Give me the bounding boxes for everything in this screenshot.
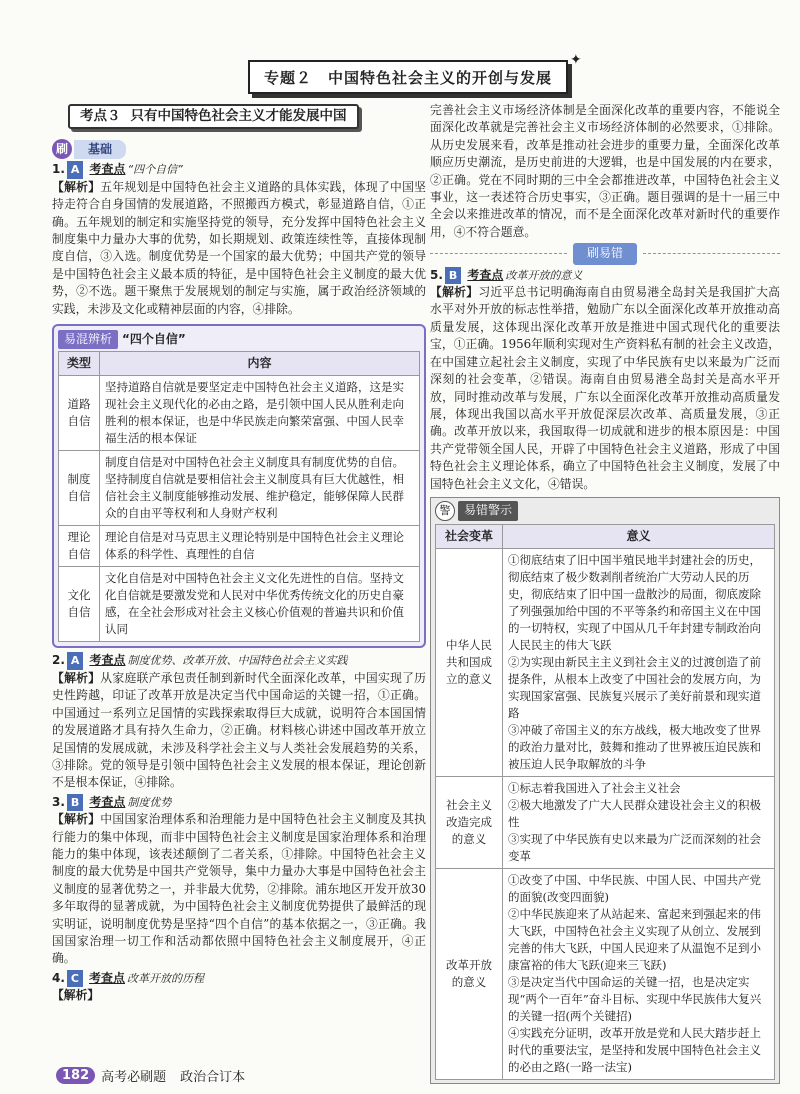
table-cell-type: 中华人民共和国成立的意义: [436, 548, 503, 776]
analysis-label: 【解析】: [430, 285, 479, 300]
question-1: [52, 161, 426, 318]
analysis-text: [52, 811, 426, 968]
table-cell-content: ①彻底结束了旧中国半殖民地半封建社会的历史，彻底结束了极少数剥削者统治广大劳动人民的历史，彻底结束了旧中国一盘散沙的局面，彻底废除了列强强加给中国的不平等条约和帝国主义在中国的一切特权，实现了中国从几千年封建专制政治向人民民主的伟大飞跃 ②为实现由新民主主义到社会主义的过渡创造了前提条件，从根本上改变了中国社会的发展方向，为实现国家富强、民族复兴展示了美好前景和现实道路 ③冲破了帝国主义的东方战线，极大地改变了世界的政治力量对比，鼓舞和推动了世界被压迫民族和被压迫人民争取解放的斗争: [503, 548, 775, 776]
confusion-table-header: [58, 330, 420, 349]
confusion-label: 易混辨析: [58, 330, 118, 349]
warning-table-box: [430, 497, 780, 1084]
analysis-body: 从家庭联产承包责任制到新时代全面深化改革，中国实现了历史性跨越，印证了改革开放是决定当代中国命运的关键一招，①正确。中国通过一系列立足国情的实践探索取得巨大成就，说明符合本国国情的发展道路才具有持久生命力，②正确。材料核心讲述中国改革开放立足国情的发展成就，未涉及科学社会主义与人类社会发展趋势的关系，③排除。党的领导是引领中国特色社会主义发展的根本保证，理论创新不是根本保证，④排除。: [52, 670, 426, 790]
table-cell-content: 理论自信是对马克思主义理论特别是中国特色社会主义理论体系的科学性、真理性的自信: [100, 526, 420, 567]
left-column: [52, 102, 426, 1005]
question-number: 2.: [52, 653, 65, 668]
question-2: [52, 652, 426, 791]
table-cell-type: 理论自信: [59, 526, 100, 567]
level-error-separator: [430, 243, 780, 264]
right-column: [430, 102, 780, 1084]
confusion-title: “四个自信”: [122, 332, 186, 347]
answer-badge: B: [67, 794, 83, 811]
level-error-badge: 刷易错: [573, 243, 637, 264]
question-3: [52, 794, 426, 968]
divider: [643, 253, 780, 254]
table-cell-content: 制度自信是对中国特色社会主义制度具有制度优势的自信。坚持制度自信就是要相信社会主义制度具有巨大优越性，相信社会主义制度能够推动发展、维护稳定，能够保障人民群众的自由平等权利和人身财产权利: [100, 451, 420, 526]
kaochadian-topic: 制度优势、改革开放、中国特色社会主义实践: [127, 654, 348, 668]
table-row: [59, 376, 420, 451]
kaodian-num: 考点３: [80, 108, 121, 124]
analysis-label: 【解析】: [52, 812, 101, 827]
answer-badge: A: [67, 161, 84, 178]
question-header: [52, 794, 426, 811]
kaochadian-label: 考查点: [89, 162, 126, 177]
analysis-body: 五年规划是中国特色社会主义道路的具体实践，体现了中国坚持走符合自身国情的发展道路，不照搬西方模式，彰显道路自信，①正确。五年规划的制定和实施坚持党的领导，充分发挥中国特色社会主义制度集中力量办大事的优势，如长期规划、政策连续性等，直接体现制度自信，③入选。制度优势是一个国家的最大优势；中国共产党的领导是中国特色社会主义最本质的特征，是中国特色社会主义制度的最大优势，②不选。题干聚焦于发展规划的制定与实施，属于政治经济领域的实践，未涉及文化或精神层面的内容，④排除。: [52, 179, 426, 316]
book-title: 高考必刷题: [101, 1070, 167, 1085]
table-cell-content: ①改变了中国、中华民族、中国人民、中国共产党的面貌(改变四面貌) ②中华民族迎来了从站起来、富起来到强起来的伟大飞跃，中国特色社会主义实现了从创立、发展到完善的伟大飞跃，中国人民迎来了从温饱不足到小康富裕的伟大飞跃(迎来三飞跃) ③是决定当代中国命运的关键一招，也是决定实现“两个一百年”奋斗目标、实现中华民族伟大复兴的关键一招(两个关键招) ④实践充分证明，改革开放是党和人民大踏步赶上时代的重要法宝，是坚持和发展中国特色社会主义的必由之路(一路一法宝): [503, 868, 775, 1079]
question-4-analysis: 完善社会主义市场经济体制是全面深化改革的重要内容，不能说全面深化改革就是完善社会主义市场经济体制的必然要求，①排除。从历史发展来看，改革是推动社会进步的重要力量，全面深化改革顺应历史潮流，是历史前进的大逻辑，也是中国发展的内在要求，②正确。党在不同时期的三中全会都推进改革，中国特色社会主义事业，这一表述符合历史事实，③正确。题目强调的是十一届三中全会以来推进改革的情况，而不是全面深化改革对新时代的重要作用，④不符合题意。: [430, 103, 780, 239]
answer-badge: A: [67, 652, 84, 669]
warning-table: [435, 524, 775, 1080]
analysis-body: 习近平总书记明确海南自由贸易港全岛封关是我国扩大高水平对外开放的标志性举措，勉励广东以全面深化改革开放推动高质量发展，这体现出深化改革开放是推进中国式现代化的重要法宝，①正确。1956年顺利实现对生产资料私有制的社会主义改造，在中国建立起社会主义制度，实现了中华民族有史以来最为广泛而深刻的社会变革，②错误。海南自由贸易港全岛封关是高水平开放，同时推动改革与发展，广东以全面深化改革开放推动高质量发展，体现出我国以高水平开放促深层次改革、高质量发展，③正确。改革开放以来，我国取得一切成就和进步的根本原因是：中国共产党带领全国人民，开辟了中国特色社会主义道路，形成了中国特色社会主义理论体系，确立了中国特色社会主义制度，发展了中国特色社会主义文化，④错误。: [430, 285, 780, 491]
answer-badge: B: [445, 267, 461, 284]
page-footer: [56, 1066, 245, 1085]
analysis-label: 【解析】: [52, 179, 101, 194]
table-cell-type: 道路自信: [59, 376, 100, 451]
kaochadian-label: 考查点: [89, 970, 126, 985]
table-row: [436, 548, 775, 776]
kaodian-box: [68, 104, 359, 129]
table-header-type: 类型: [59, 352, 100, 376]
edition-label: 政治合订本: [180, 1070, 246, 1085]
table-cell-content: 文化自信是对中国特色社会主义文化先进性的自信。坚持文化自信就是要激发党和人民对中华优秀传统文化的历史自豪感，在全社会形成对社会主义核心价值观的普遍共识和价值认同: [100, 567, 420, 642]
question-4-header: [52, 970, 426, 1005]
analysis-text: [52, 670, 426, 792]
table-cell-content: ①标志着我国进入了社会主义社会 ②极大地激发了广大人民群众建设社会主义的积极性 ③实现了中华民族有史以来最为广泛而深刻的社会变革: [503, 776, 775, 868]
table-cell-type: 改革开放的意义: [436, 868, 503, 1079]
table-cell-content: 坚持道路自信就是要坚定走中国特色社会主义道路，这是实现社会主义现代化的必由之路，是引领中国人民从胜利走向胜利的根本保证，也是中华民族走向繁荣富强、中国人民幸福生活的根本保证: [100, 376, 420, 451]
table-header-row: [436, 524, 775, 548]
question-header: [52, 970, 426, 987]
kaochadian-topic: 改革开放的历程: [127, 971, 205, 985]
warning-icon: 警: [435, 501, 455, 521]
kaochadian-topic: “四个自信”: [127, 163, 183, 177]
kaochadian-label: 考查点: [467, 267, 504, 282]
question-number: 1.: [52, 162, 65, 177]
level-basic-label: 基础: [74, 140, 126, 159]
table-row: [59, 526, 420, 567]
shua-icon: 刷: [52, 139, 72, 159]
question-number: 5.: [430, 267, 443, 282]
table-cell-type: 社会主义改造完成的意义: [436, 776, 503, 868]
question-header: [52, 161, 426, 178]
kaodian-title: 只有中国特色社会主义才能发展中国: [130, 108, 347, 124]
kaochadian-label: 考查点: [89, 653, 126, 668]
question-header: [430, 267, 780, 284]
question-number: 4.: [52, 970, 65, 985]
answer-badge: C: [67, 970, 83, 987]
decoration-mark: ✦: [570, 52, 582, 68]
table-cell-type: 文化自信: [59, 567, 100, 642]
table-row: [59, 451, 420, 526]
table-row: [436, 868, 775, 1079]
confusion-table: [58, 351, 420, 642]
table-row: [59, 567, 420, 642]
analysis-text: [430, 284, 780, 493]
table-header-row: [59, 352, 420, 376]
question-number: 3.: [52, 794, 65, 809]
analysis-body: 中国国家治理体系和治理能力是中国特色社会主义制度及其执行能力的集中体现，而非中国特色社会主义制度是国家治理体系和治理能力的集中体现，该表述颠倒了二者关系，①排除。中国特色社会主义制度的最大优势是中国共产党领导，集中力量办大事是中国特色社会主义制度的显著优势之一，并非最大优势，②排除。浦东地区开发开放30多年取得的显著成就，为中国特色社会主义制度优势提供了最鲜活的现实明证，说明制度优势是坚持“四个自信”的基本依据之一，③正确。我国国家治理一切工作和活动都依照中国特色社会主义制度展开，④正确。: [52, 812, 426, 966]
analysis-label-line: [52, 987, 426, 1004]
analysis-label: 【解析】: [52, 670, 101, 685]
table-cell-type: 制度自信: [59, 451, 100, 526]
warning-label: 易错警示: [458, 501, 518, 520]
warning-header: [431, 498, 779, 524]
level-basic: [52, 139, 426, 159]
kaochadian-label: 考查点: [89, 794, 126, 809]
question-header: [52, 652, 426, 669]
topic-banner-wrap: [248, 60, 564, 90]
question-5: [430, 267, 780, 493]
table-header-type: 社会变革: [436, 524, 503, 548]
analysis-text: [52, 179, 426, 318]
analysis-label: 【解析】: [52, 988, 100, 1003]
table-header-content: 内容: [100, 352, 420, 376]
table-header-content: 意义: [503, 524, 775, 548]
divider: [430, 253, 567, 254]
table-row: [436, 776, 775, 868]
topic-banner: 专题２ 中国特色社会主义的开创与发展: [248, 60, 568, 94]
page-number: 182: [56, 1067, 95, 1084]
kaochadian-topic: 制度优势: [127, 795, 172, 809]
confusion-table-box: [52, 324, 426, 648]
kaochadian-topic: 改革开放的意义: [505, 268, 583, 282]
